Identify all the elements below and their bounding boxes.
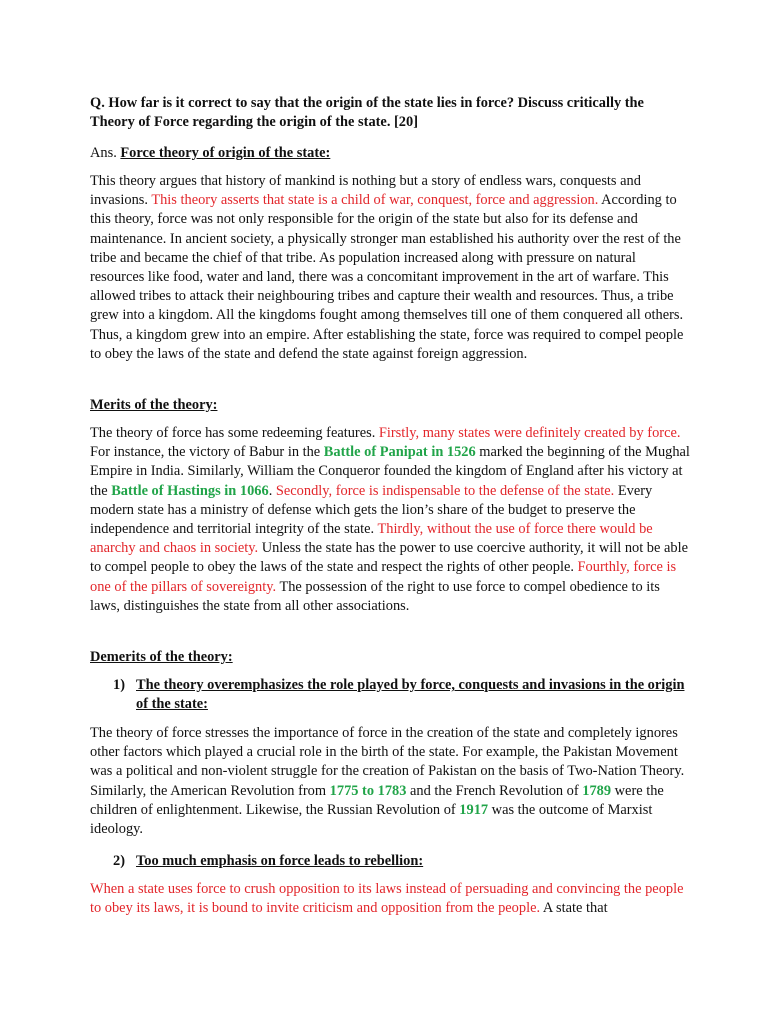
paragraph-merits [90, 424, 690, 616]
list-item-heading: The theory overemphasizes the role played by force, conquests and invasions in the origin of the state: [136, 677, 685, 713]
text-run: Every modern state has a ministry of defense which gets the lion’s share of the budget to preserve the independence and territorial integrity of the state. [90, 482, 653, 538]
highlighted-text-green: 1917 [459, 801, 489, 818]
text-run: were the children of enlightenment. Likewise, the Russian Revolution of [90, 782, 664, 818]
paragraph-demerit-2 [90, 880, 690, 918]
highlighted-text-red: This theory asserts that state is a child of war, conquest, force and aggression. [151, 192, 599, 209]
text-run: was the outcome of Marxist ideology. [90, 801, 653, 838]
question-text: Q. How far is it correct to say that the origin of the state lies in force? Discuss critically the Theory of Force regarding the origin of the state. [20] [90, 95, 644, 131]
demerits-heading: Demerits of the theory: [90, 649, 233, 665]
text-run: A state that [540, 900, 608, 917]
merits-heading: Merits of the theory: [90, 397, 218, 413]
text-run: and the French Revolution of [406, 782, 583, 799]
highlighted-text-red: When a state uses force to crush opposition to its laws instead of persuading and convincing the people to obey its laws, it is bound to invite criticism and opposition from the people. [90, 881, 684, 917]
highlighted-text-red: Firstly, many states were definitely created by force. [378, 425, 681, 441]
highlighted-text-green: Battle of Panipat in 1526 [323, 444, 476, 461]
text-run: The possession of the right to use force to compel obedience to its laws, distinguishes the state from all other associations. [90, 578, 660, 614]
text-run: This theory argues that history of mankind is nothing but a story of endless wars, conquests and invasions. [90, 173, 641, 209]
text-run: For instance, the victory of Babur in the [90, 444, 324, 461]
highlighted-text-red: Thirdly, without the use of force there would be anarchy and chaos in society. [90, 521, 653, 557]
list-number: 1) [113, 677, 125, 693]
highlighted-text-green: 1789 [582, 782, 612, 799]
highlighted-text-red: Fourthly, force is one of the pillars of sovereignty. [90, 559, 677, 595]
highlighted-text-green: Battle of Hastings in 1066 [111, 482, 269, 499]
text-run: The theory of force has some redeeming features. [90, 425, 379, 441]
answer-prefix: Ans. [90, 145, 121, 161]
demerit-item-2 [113, 852, 690, 871]
answer-heading: Force theory of origin of the state: [120, 145, 331, 161]
demerit-item-1 [113, 676, 690, 714]
highlighted-text-green: 1775 to 1783 [329, 782, 407, 799]
text-run: marked the beginning of the Mughal Empire in India. Similarly, William the Conqueror founded the kingdom of England after his victory at the [90, 444, 690, 499]
paragraph-demerit-1 [90, 724, 690, 839]
list-number: 2) [113, 853, 125, 869]
list-item-heading: Too much emphasis on force leads to rebellion: [136, 853, 424, 869]
text-run: . [268, 482, 276, 499]
highlighted-text-red: Secondly, force is indispensable to the defense of the state. [275, 482, 615, 499]
text-run: According to this theory, force was not only responsible for the origin of the state but also for its defense and maintenance. In ancient society, a physically stronger man established his authority over the rest of the tribe and became the chief of that tribe. As population increased along with pressure on natural resources like food, water and land, there was a concomitant improvement in the art of warfare. This allowed tribes to attack their neighbouring tribes and capture their wealth and resources. Thus, a tribe grew into a kingdom. All the kingdoms fought among themselves till one of them conquered all others. Thus, a kingdom grew into an empire. After establishing the state, force was required to compel people to obey the laws of the state and defend the state against foreign aggression. [90, 192, 684, 362]
text-run: The theory of force stresses the importance of force in the creation of the state and completely ignores other factors which played a crucial role in the birth of the state. For example, the Pakistan Movement was a political and non-violent struggle for the creation of Pakistan on the basis of Two-Nation Theory. Similarly, the American Revolution from [90, 725, 685, 799]
answer-line [90, 144, 690, 163]
text-run: Unless the state has the power to use coercive authority, it will not be able to compel people to obey the laws of the state and respect the rights of other people. [90, 540, 688, 576]
paragraph-theory-intro [90, 172, 690, 364]
